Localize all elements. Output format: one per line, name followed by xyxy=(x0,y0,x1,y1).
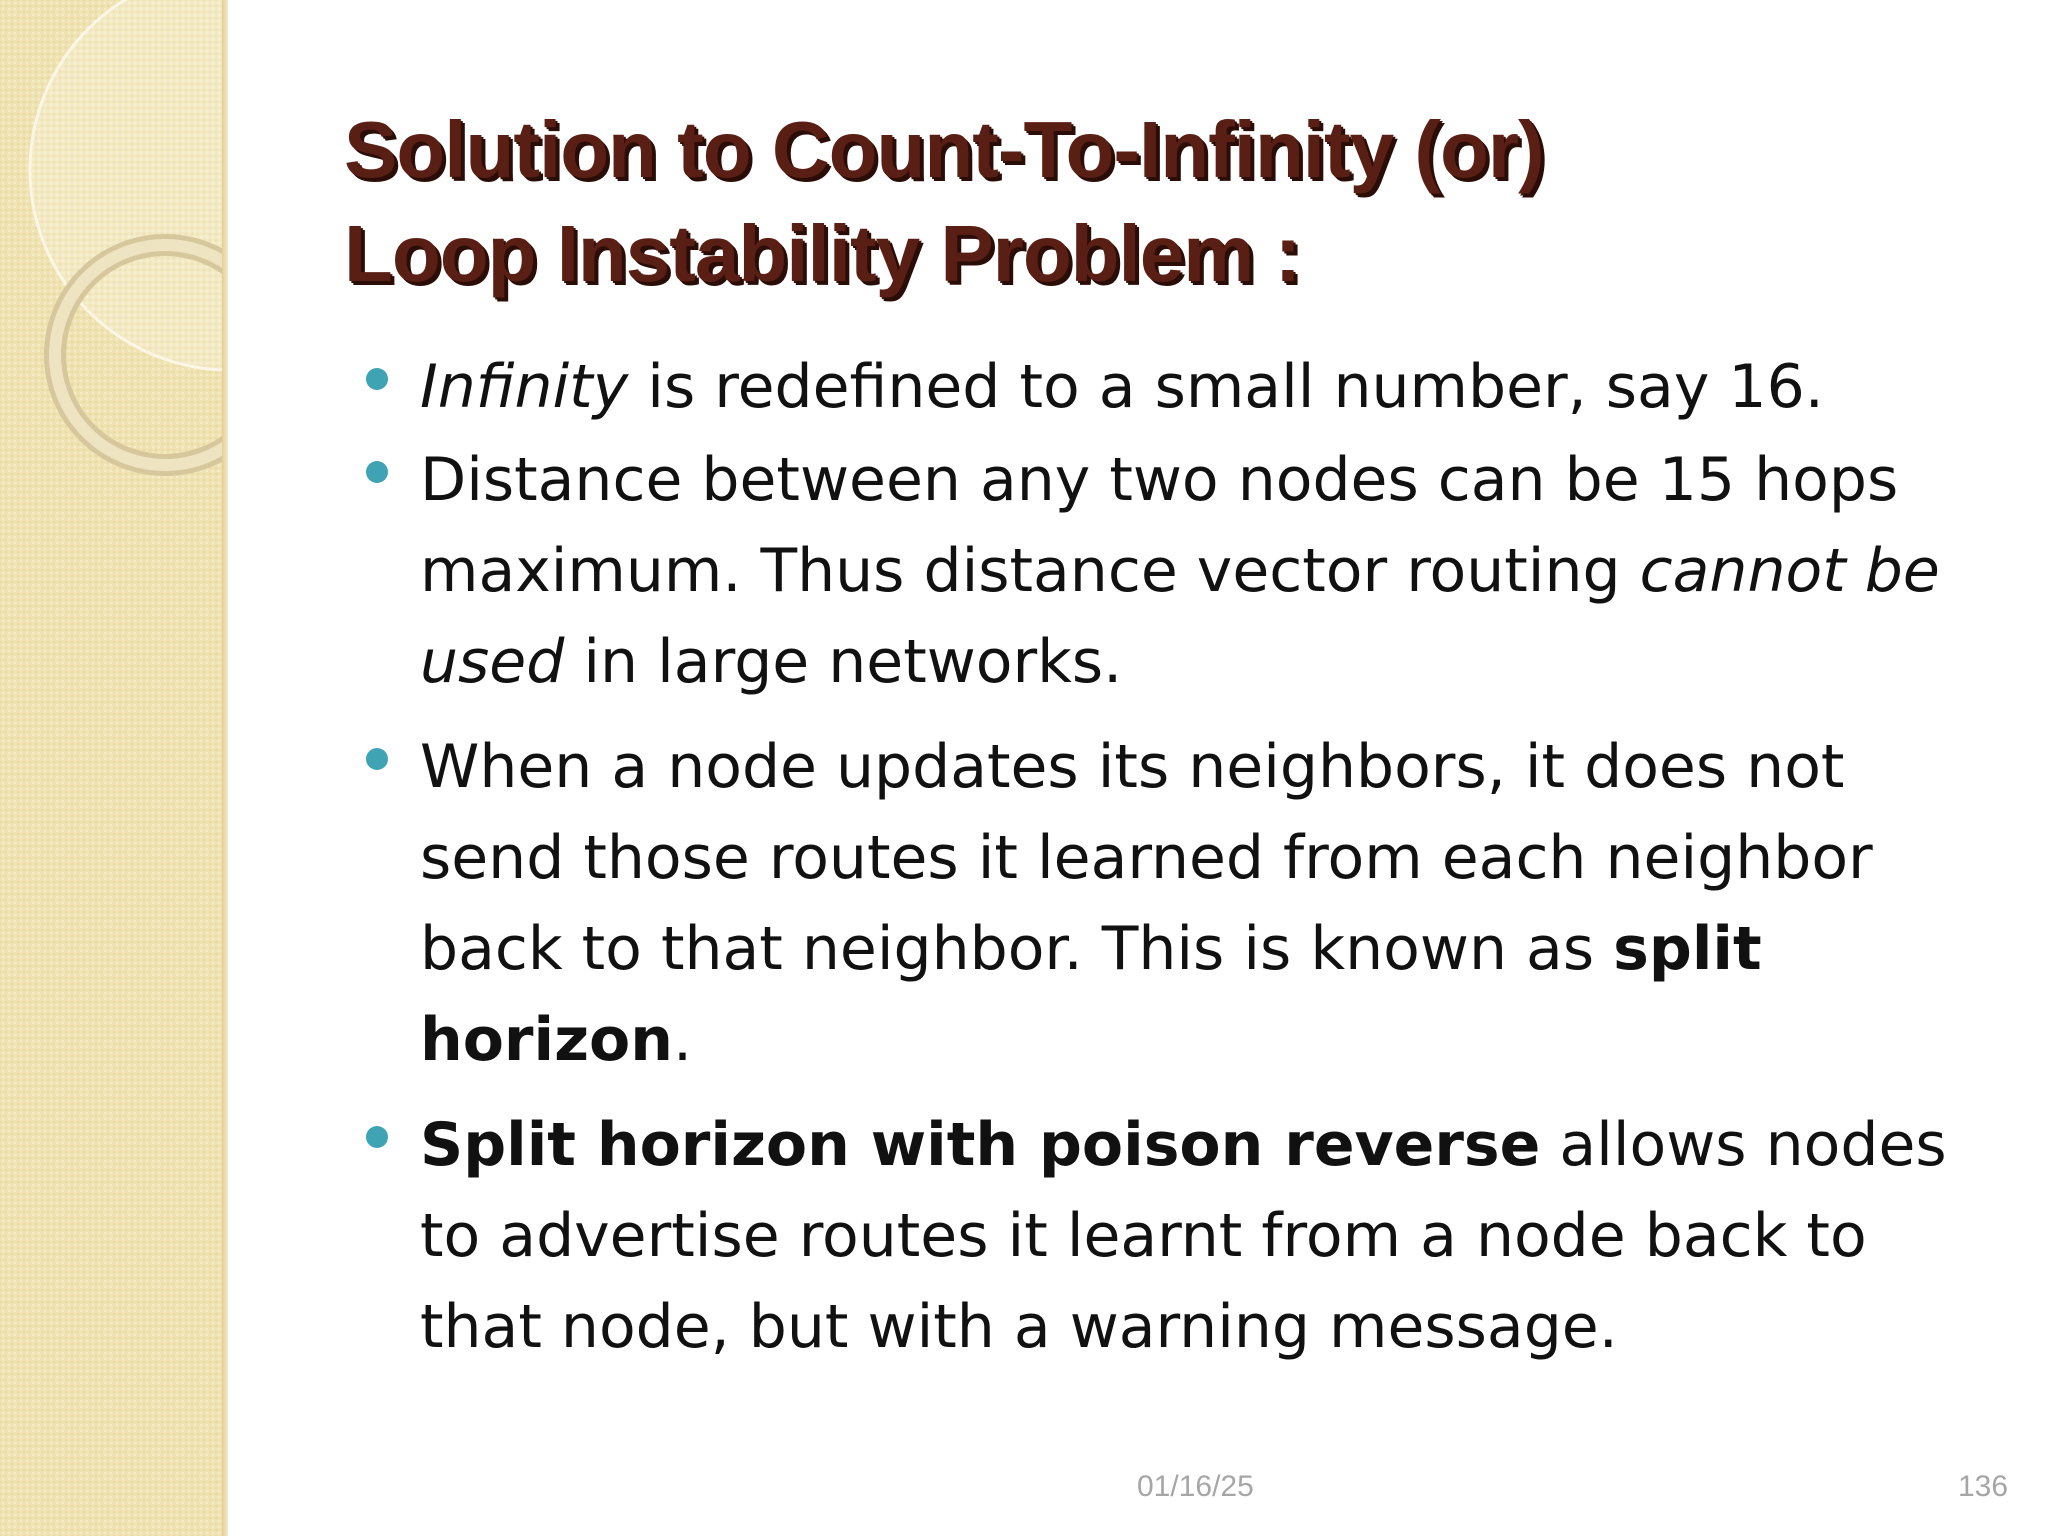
slide-title xyxy=(344,98,1904,306)
sidebar-edge xyxy=(222,0,228,1536)
bullet-dot-icon xyxy=(366,1126,388,1148)
bullet-dot-icon xyxy=(366,368,388,390)
bullet-bold-term: split horizon xyxy=(420,914,1762,1075)
bullet-italic-term: Infinity xyxy=(420,352,629,422)
decorative-sidebar xyxy=(0,0,228,1536)
bullet-dot-icon xyxy=(366,748,388,770)
bullet-dot-icon xyxy=(366,461,388,483)
bullet-text: Distance between any two nodes can be 15 hops maximum. Thus distance vector routing xyxy=(420,445,1899,606)
bullet-item-poison-reverse xyxy=(360,1100,1980,1373)
bullet-text-end: . xyxy=(672,1005,693,1075)
bullet-text: When a node updates its neighbors, it does not send those routes it learned from each neighbor back to that neighbor. This is known as xyxy=(420,732,1873,984)
slide-title-line-2: Loop Instability Problem : xyxy=(344,209,1301,298)
bullet-item-split-horizon xyxy=(360,722,1980,1086)
bullet-item-infinity xyxy=(360,342,1980,433)
bullet-item-distance xyxy=(360,435,1980,708)
bullet-italic-phrase: cannot be used xyxy=(420,536,1940,697)
bullet-list xyxy=(360,342,1980,1387)
footer-date: 01/16/25 xyxy=(1137,1470,1254,1503)
footer-page-number: 136 xyxy=(1958,1470,2009,1503)
bullet-bold-term: Split horizon with poison reverse xyxy=(420,1110,1541,1180)
bullet-text-end: in large networks. xyxy=(564,627,1123,697)
bullet-text: is redefined to a small number, say 16. xyxy=(628,352,1824,422)
slide-title-line-1: Solution to Count-To-Infinity (or) xyxy=(344,105,1544,194)
bullet-text: allows nodes to advertise routes it learnt from a node back to that node, but with a warning message. xyxy=(420,1110,1947,1362)
sidebar-rings-graphic xyxy=(0,0,228,1536)
